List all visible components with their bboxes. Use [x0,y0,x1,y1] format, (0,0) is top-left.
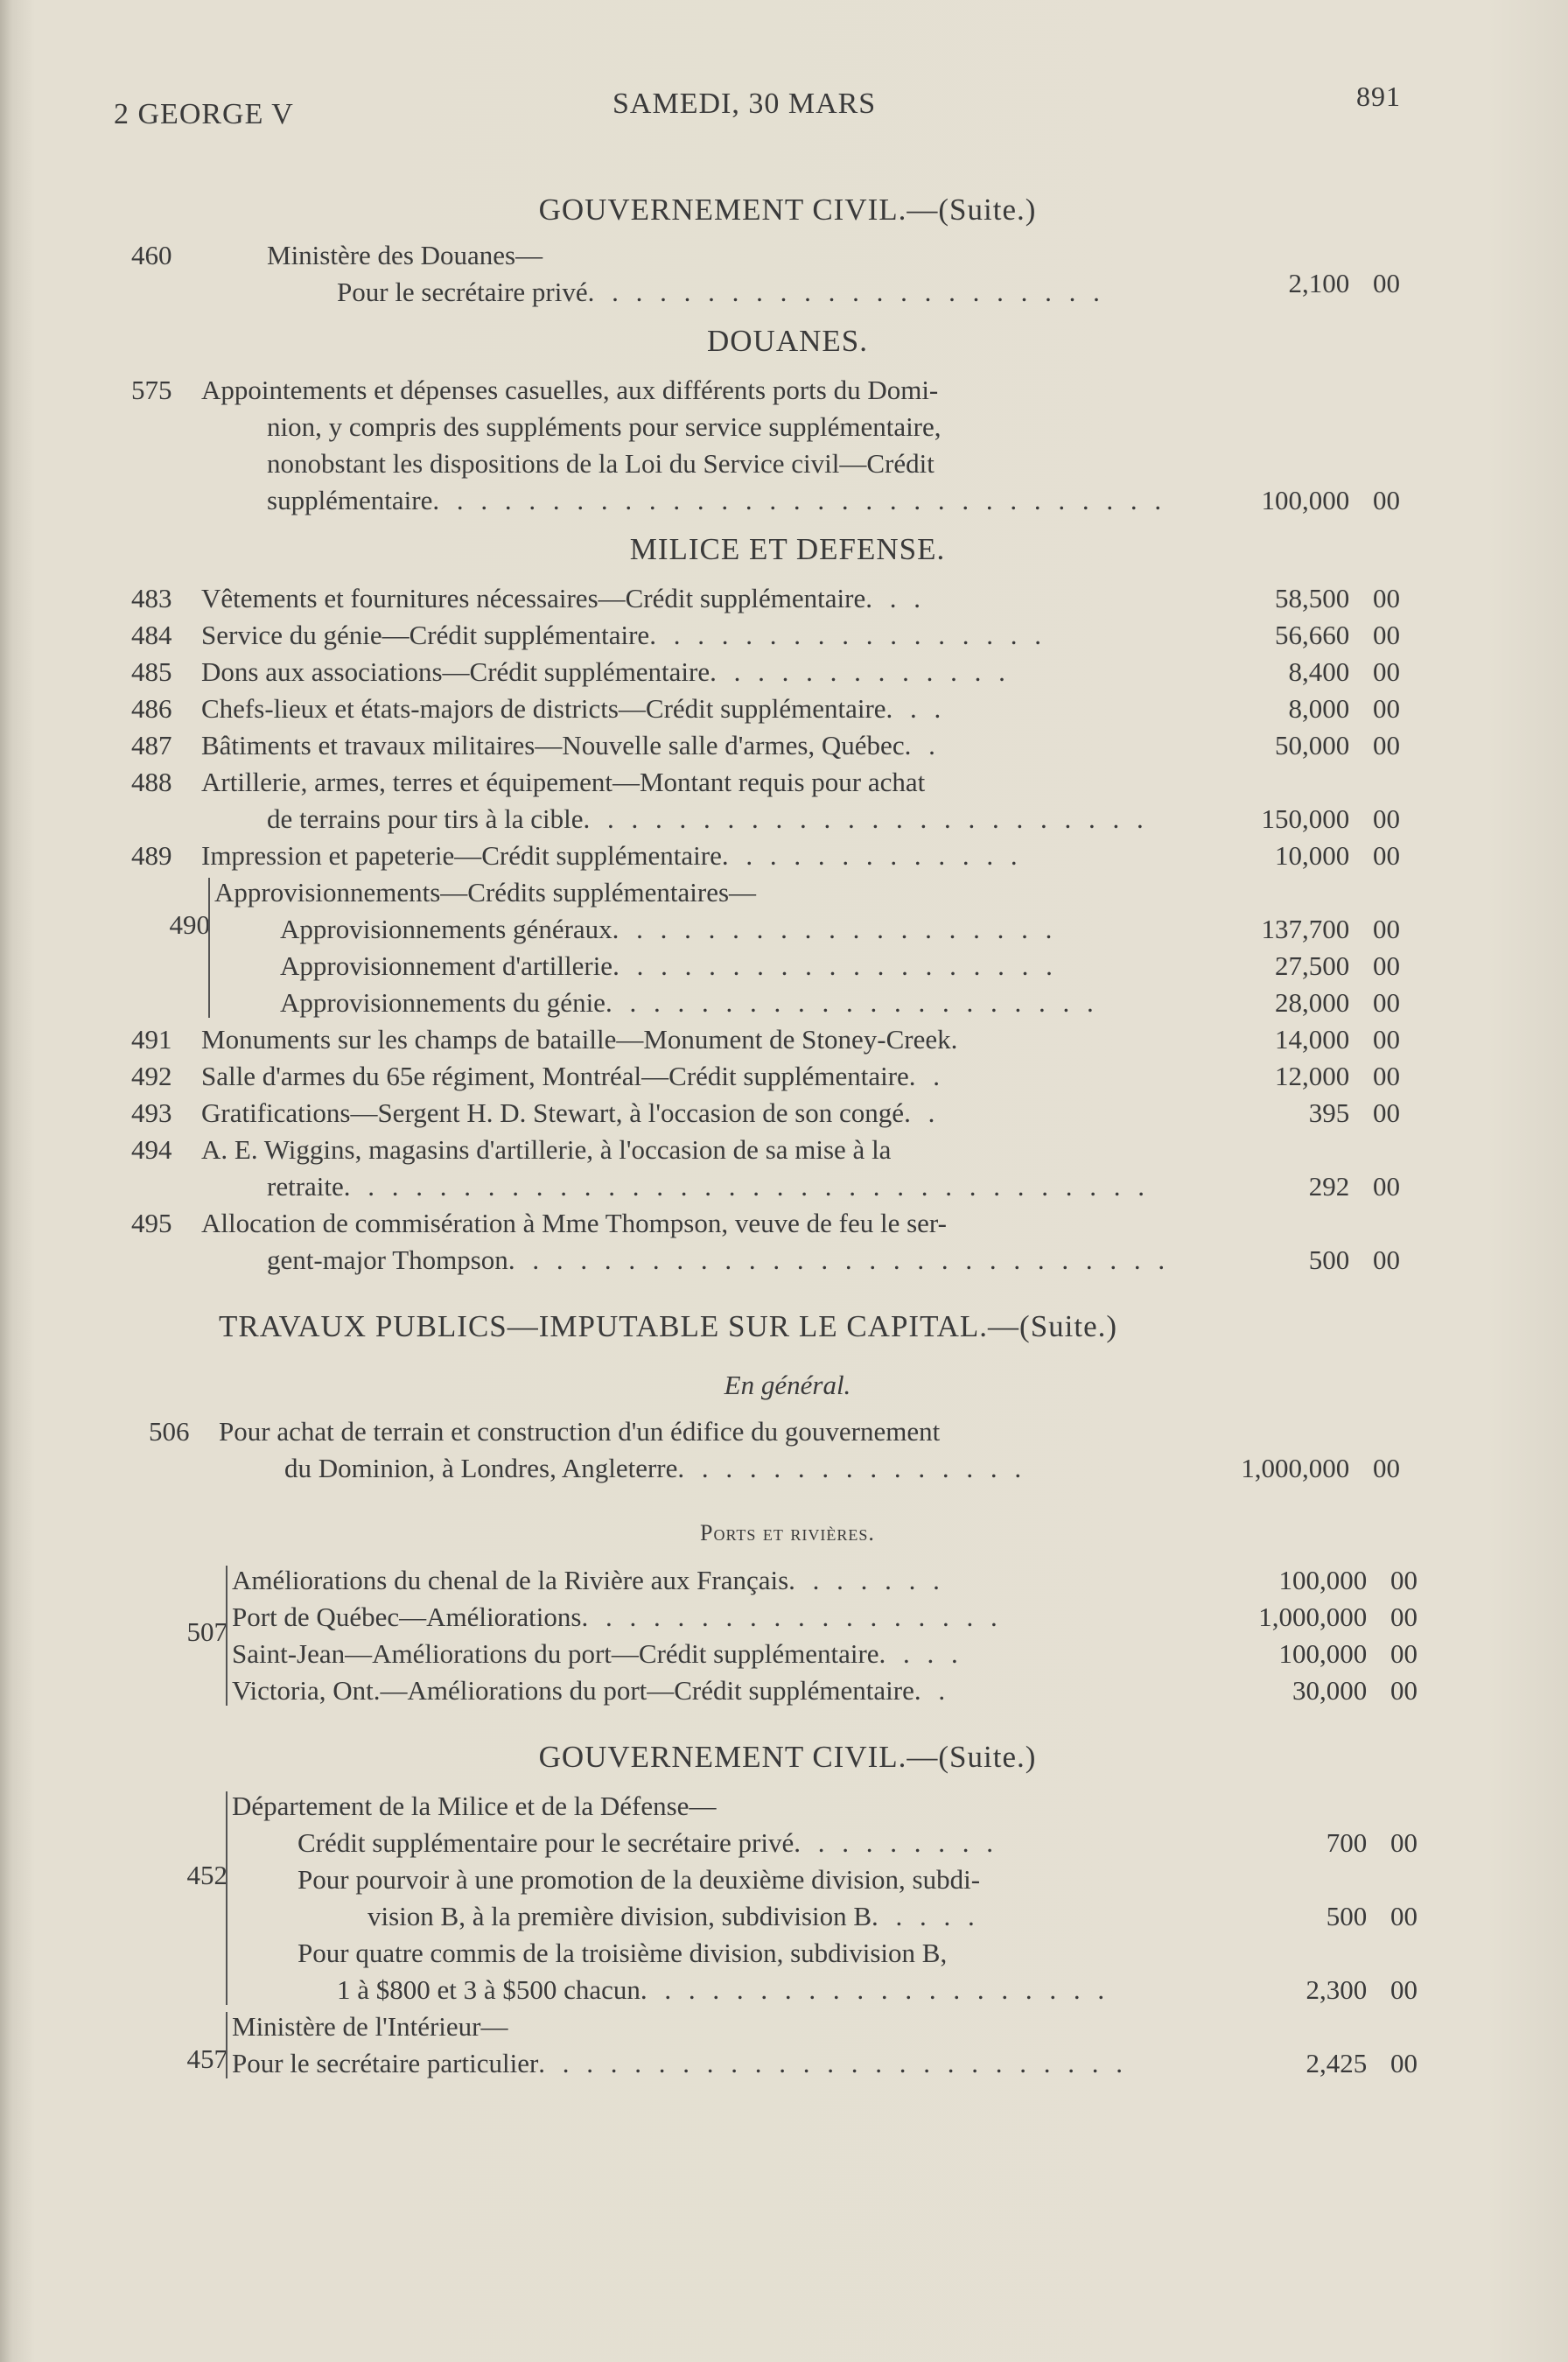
item-575 [131,372,1444,519]
item-number: 486 [131,693,172,724]
item-number: 575 [131,375,172,405]
item-amount: 500 00 [1308,1244,1400,1275]
item-491 [131,1021,1444,1058]
item-490-b [131,948,1444,985]
item-484 [131,617,1444,654]
item-text: Saint-Jean—Améliorations du port—Crédit supplémentaire [232,1638,879,1669]
item-number: 488 [131,767,172,797]
dot-leader: . . . . . . . . . . . . . . . . . . . . . . . . . . . . . . . . . . [343,1171,1151,1202]
item-amount: 700 00 [1326,1827,1418,1858]
item-text: Salle d'armes du 65e régiment, Montréal—Crédit supplémentaire [201,1061,909,1091]
item-text: Améliorations du chenal de la Rivière aux Français [232,1565,789,1595]
item-text: du Dominion, à Londres, Angleterre [284,1453,678,1483]
item-text: 1 à $800 et 3 à $500 chacun [337,1974,640,2005]
item-text: Bâtiments et travaux militaires—Nouvelle salle d'armes, Québec [201,730,905,760]
dot-leader: . . . . . . . . . . . . . . . . . . . [612,914,1058,944]
item-text: Pour pourvoir à une promotion de la deuxième division, subdi- [298,1864,981,1895]
dot-leader: . . . . . [872,1901,980,1931]
item-amount: 100,000 00 [1261,485,1400,515]
dot-leader: . . . . . . . . . . . . . [721,840,1023,871]
item-490-a [131,911,1444,948]
item-text: Approvisionnements généraux [280,914,612,944]
item-amount: 137,700 00 [1261,914,1400,944]
item-amount: 292 00 [1308,1171,1400,1202]
dot-leader: . . . . . . . [788,1565,945,1595]
dot-leader: . . . . . . . . . . . . . . . . . . . . . . [587,277,1105,307]
item-number: 507 [186,1616,228,1647]
item-452-group [149,1788,1444,2008]
item-483 [131,580,1444,617]
item-text: Approvisionnements du génie [280,987,606,1018]
dot-leader: . . . . . . . . . . . . . . . . . . [581,1602,1003,1632]
item-490-group [131,874,1444,1021]
item-486 [131,690,1444,727]
item-text: Crédit supplémentaire pour le secrétaire privé [298,1827,794,1858]
item-number: 506 [149,1416,190,1447]
dot-leader: . . . . [878,1638,963,1669]
item-amount: 1,000,000 00 [1258,1602,1418,1632]
item-text: retraite [267,1171,344,1202]
item-494 [131,1132,1444,1205]
dot-leader: . . . . . . . . . . . . . . . . . [649,620,1046,650]
item-amount: 2,100 00 [1288,268,1400,298]
item-507-d [149,1672,1444,1709]
running-head [0,81,1568,133]
item-number: 484 [131,620,172,650]
section-title-travaux-publics: TRAVAUX PUBLICS—IMPUTABLE SUR LE CAPITAL.—(Suite.) [219,1309,1118,1343]
item-text: Appointements et dépenses casuelles, aux différents ports du Domi- [201,375,939,405]
dot-leader: . . . . . . . . . . . . . . . . . . . . [640,1974,1110,2005]
item-amount: 27,500 00 [1275,950,1400,981]
item-text: Approvisionnement d'artillerie [280,950,613,981]
dot-leader: . . [908,1061,946,1091]
item-number: 483 [131,583,172,613]
item-460 [131,237,1444,311]
header-regnal-year: 2 GEORGE V [114,98,294,130]
item-number: 452 [186,1860,228,1890]
section-title-gouvernement-civil-2: GOUVERNEMENT CIVIL.—(Suite.) [538,1740,1037,1774]
subsection-title-ports: Ports et rivières. [700,1520,875,1545]
item-452-a [149,1825,1444,1861]
page-body [131,179,1444,2082]
item-text: gent-major Thompson [267,1244,508,1275]
dot-leader: . . . . . . . . . . . . . . . . . . . . . . . . . . . . [508,1244,1171,1275]
dot-leader: . . . . . . . . . . . . . . . [677,1453,1027,1483]
dot-leader: . . [914,1675,951,1706]
dot-leader: . . . . . . . . . . . . . . . . . . . . . . . . [583,803,1149,834]
dot-leader: . . . . . . . . . . . . . . . . . . . . . [605,987,1099,1018]
item-507-b [149,1599,1444,1636]
item-amount: 150,000 00 [1261,803,1400,834]
item-text: Artillerie, armes, terres et équipement—Montant requis pour achat [201,767,926,797]
item-number: 493 [131,1097,172,1128]
item-493 [131,1095,1444,1132]
item-text: Impression et papeterie—Crédit supplémentaire [201,840,722,871]
item-amount: 500 00 [1326,1901,1418,1931]
item-amount: 2,425 00 [1306,2048,1418,2078]
item-457-a [149,2045,1444,2082]
dot-leader: . . . [886,693,947,724]
item-495 [131,1205,1444,1279]
item-amount: 12,000 00 [1275,1061,1400,1091]
item-506 [131,1413,1444,1487]
item-507-group [149,1562,1444,1709]
item-text: Gratifications—Sergent H. D. Stewart, à l'occasion de son congé [201,1097,905,1128]
item-507-c [149,1636,1444,1672]
page-number: 891 [1356,81,1401,112]
item-text: Port de Québec—Améliorations [232,1602,582,1632]
item-text: Dons aux associations—Crédit supplémentaire [201,656,710,687]
item-452-b [149,1861,1444,1935]
item-text: supplémentaire [267,485,433,515]
item-text: vision B, à la première division, subdivision B [368,1901,872,1931]
item-amount: 395 00 [1308,1097,1400,1128]
item-text: Pour achat de terrain et construction d'un édifice du gouvernement [219,1416,941,1447]
item-text: Victoria, Ont.—Améliorations du port—Crédit supplémentaire [232,1675,914,1706]
item-485 [131,654,1444,690]
dot-leader: . . . . . . . . . [794,1827,998,1858]
item-number: 492 [131,1061,172,1091]
item-text: Allocation de commisération à Mme Thompson, veuve de feu le ser- [201,1208,947,1238]
item-amount: 10,000 00 [1275,840,1400,871]
item-text: Approvisionnements—Crédits supplémentaires— [214,877,757,908]
item-text: de terrains pour tirs à la cible [267,803,584,834]
dot-leader: . . . [865,583,926,613]
item-amount: 8,400 00 [1288,656,1400,687]
item-487 [131,727,1444,764]
item-number: 487 [131,730,172,760]
item-number: 457 [186,2043,228,2074]
item-text: Chefs-lieux et états-majors de districts—Crédit supplémentaire [201,693,886,724]
item-amount: 50,000 00 [1275,730,1400,760]
item-text: Ministère de l'Intérieur— [232,2011,508,2042]
dot-leader: . . . . . . . . . . . . . . . . . . . [612,950,1058,981]
item-number: 485 [131,656,172,687]
item-text: nonobstant les dispositions de la Loi du Service civil—Crédit [267,448,934,479]
item-number: 460 [131,240,172,270]
section-title-gouvernement-civil: GOUVERNEMENT CIVIL.—(Suite.) [538,193,1037,227]
item-489 [131,838,1444,874]
item-492 [131,1058,1444,1095]
item-text: Monuments sur les champs de bataille—Monument de Stoney-Creek. [201,1024,958,1055]
item-490-c [131,985,1444,1021]
item-amount: 1,000,000 00 [1241,1453,1400,1483]
section-title-milice: MILICE ET DEFENSE. [629,532,946,566]
item-text: Pour le secrétaire particulier [232,2048,539,2078]
item-507-a [149,1562,1444,1599]
item-amount: 8,000 00 [1288,693,1400,724]
item-text: Pour quatre commis de la troisième division, subdivision B, [298,1938,948,1968]
item-amount: 14,000 00 [1275,1024,1400,1055]
item-amount: 28,000 00 [1275,987,1400,1018]
dot-leader: . . . . . . . . . . . . . . . . . . . . . . . . . [538,2048,1129,2078]
dot-leader: . . . . . . . . . . . . . [710,656,1011,687]
item-text: Ministère des Douanes— [267,240,543,270]
item-number: 494 [131,1134,172,1165]
item-amount: 2,300 00 [1306,1974,1418,2005]
item-amount: 100,000 00 [1278,1638,1418,1669]
dot-leader: . . [904,1097,941,1128]
section-title-douanes: DOUANES. [707,324,868,358]
header-date: SAMEDI, 30 MARS [612,88,877,120]
item-number: 489 [131,840,172,871]
item-amount: 30,000 00 [1292,1675,1418,1706]
item-452-c [149,1935,1444,2008]
item-text: Pour le secrétaire privé [337,277,588,307]
item-text: Vêtements et fournitures nécessaires—Crédit supplémentaire [201,583,866,613]
subsection-title-en-general: En général. [724,1370,851,1400]
item-text: A. E. Wiggins, magasins d'artillerie, à l'occasion de sa mise à la [201,1134,892,1165]
item-text: nion, y compris des suppléments pour service supplémentaire, [267,411,942,442]
item-text: Service du génie—Crédit supplémentaire [201,620,650,650]
dot-leader: . . [904,730,941,760]
item-457-group [149,2008,1444,2082]
dot-leader: . . . . . . . . . . . . . . . . . . . . . . . . . . . . . . . [432,485,1167,515]
item-number: 495 [131,1208,172,1238]
item-text: Département de la Milice et de la Défense— [232,1791,717,1821]
item-amount: 58,500 00 [1275,583,1400,613]
item-488 [131,764,1444,838]
item-number: 490 [169,909,210,940]
item-amount: 56,660 00 [1275,620,1400,650]
item-number: 491 [131,1024,172,1055]
item-amount: 100,000 00 [1278,1565,1418,1595]
